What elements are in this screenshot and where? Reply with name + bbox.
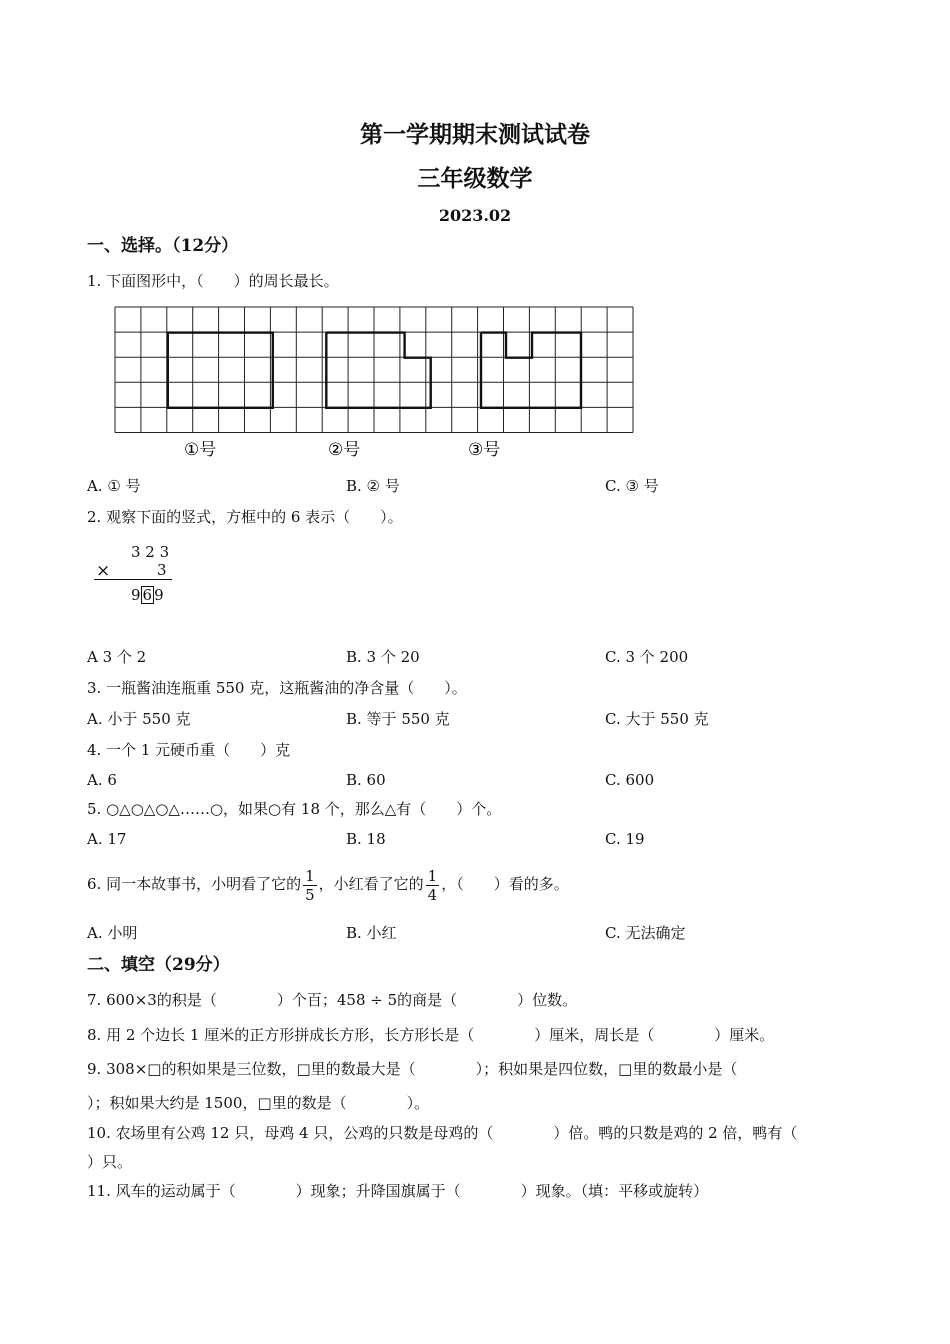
fraction-denominator: 4 [427,885,438,904]
q2-option-a[interactable]: A 3 个 2 [87,648,147,666]
fraction-one-fifth [303,867,317,904]
q5-option-c[interactable]: C. 19 [605,830,645,848]
q1-grid-figure [110,302,640,467]
q1-option-c[interactable]: C. ③ 号 [605,477,659,495]
product-hundreds: 9 [131,586,141,604]
q7-expression-1: 600×3 [106,991,157,1009]
q7-suffix[interactable]: 的商是（ ）位数。 [397,991,578,1009]
q2-vertical-multiplication [90,540,180,610]
fraction-numerator: 1 [305,866,315,885]
shape-1 [168,333,273,408]
q9-line2[interactable]: ）；积如果大约是 1500，□里的数是（ ）。 [87,1094,430,1112]
page-subtitle: 三年级数学 [417,165,533,192]
q6-stem-part3: ，（ ）看的多。 [441,875,569,893]
q1-stem: 1. 下面图形中，（ ）的周长最长。 [87,272,339,290]
figure-label-2: ②号 [328,440,361,460]
q4-option-b[interactable]: B. 60 [346,771,386,789]
shape-3 [481,333,581,408]
q6-option-b[interactable]: B. 小红 [346,924,397,942]
q2-option-c[interactable]: C. 3 个 200 [605,648,689,666]
q1-option-b[interactable]: B. ② 号 [346,477,400,495]
q3-option-c[interactable]: C. 大于 550 克 [605,710,709,728]
q6-option-a[interactable]: A. 小明 [87,924,138,942]
q7-text [87,990,577,1010]
q5-stem: 5. ○△○△○△……○，如果○有 18 个，那么△有（ ）个。 [87,800,502,818]
q4-option-c[interactable]: C. 600 [605,771,655,789]
times-sign: × [96,561,111,581]
q10-line2[interactable]: ）只。 [87,1153,133,1171]
figure-label-3: ③号 [468,440,501,460]
multiplier: 3 [157,561,167,579]
exam-date: 2023.02 [438,206,512,225]
product-boxed-digit: 6 [142,586,153,604]
page-title: 第一学期期末测试试卷 [360,121,590,148]
q10-line1[interactable]: 10. 农场里有公鸡 12 只，母鸡 4 只，公鸡的只数是母鸡的（ ）倍。鸭的只数是鸡的 2 倍，鸭有（ [87,1124,798,1142]
q7-number: 7. [87,991,107,1009]
q4-option-a[interactable]: A. 6 [87,771,117,789]
fraction-numerator: 1 [427,866,438,885]
q2-option-b[interactable]: B. 3 个 20 [346,648,420,666]
multiplicand: 3 2 3 [131,543,170,561]
q5-option-b[interactable]: B. 18 [346,830,386,848]
q3-stem: 3. 一瓶酱油连瓶重 550 克，这瓶酱油的净含量（ ）。 [87,679,467,697]
q9-expression: 308×□ [106,1060,162,1078]
q6-stem-part1: 6. 同一本故事书，小明看了它的 [87,875,302,893]
product [131,586,164,604]
q7-expression-2: 458 ÷ 5 [336,991,398,1009]
q1-option-a[interactable]: A. ① 号 [87,477,141,495]
q4-stem: 4. 一个 1 元硬币重（ ）克 [87,741,291,759]
figure-label-1: ①号 [184,440,217,460]
q3-option-b[interactable]: B. 等于 550 克 [346,710,450,728]
q8-text[interactable]: 8. 用 2 个边长 1 厘米的正方形拼成长方形，长方形长是（ ）厘米，周长是（ ）厘米。 [87,1026,775,1044]
q6-stem [87,860,569,908]
q9-number: 9. [87,1060,107,1078]
q9-line1-rest[interactable]: 的积如果是三位数，□里的数最大是（ ）；积如果是四位数，□里的数最小是（ [161,1060,738,1078]
q9-line1 [87,1059,737,1079]
grid-lines [115,307,633,433]
q7-middle[interactable]: 的积是（ ）个百； [156,991,337,1009]
q6-option-c[interactable]: C. 无法确定 [605,924,686,942]
q3-option-a[interactable]: A. 小于 550 克 [87,710,191,728]
section1-heading: 一、选择。（12分） [87,236,239,256]
q2-stem: 2. 观察下面的竖式，方框中的 6 表示（ ）。 [87,508,403,526]
fraction-denominator: 5 [305,885,315,904]
shape-2 [326,333,430,408]
sum-line [94,579,172,580]
q11-text[interactable]: 11. 风车的运动属于（ ）现象；升降国旗属于（ ）现象。（填：平移或旋转） [87,1182,709,1200]
section2-heading: 二、填空（29分） [87,955,230,975]
q6-stem-part2: ，小红看了它的 [318,875,424,893]
q5-option-a[interactable]: A. 17 [87,830,127,848]
fraction-one-fourth [426,867,440,904]
product-ones: 9 [154,586,164,604]
